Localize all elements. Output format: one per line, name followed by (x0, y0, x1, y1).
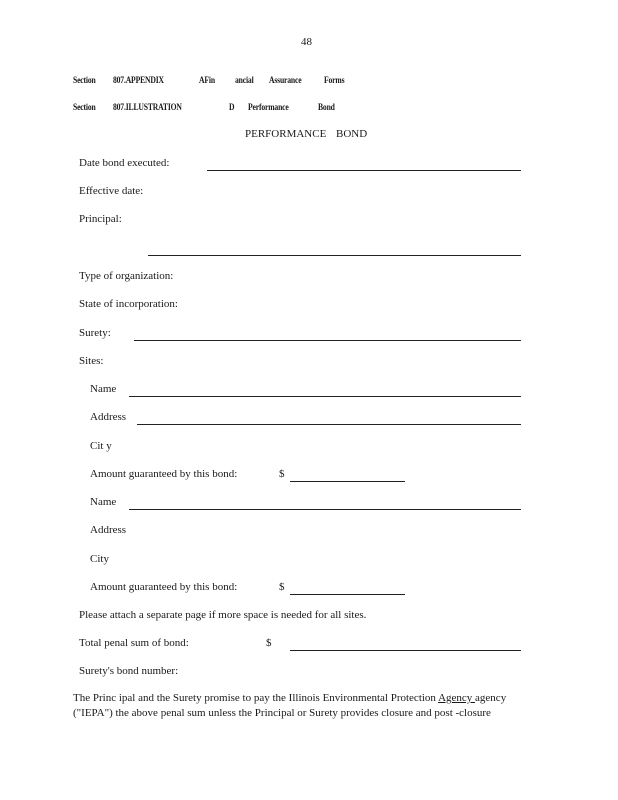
total-penal-sum-label: Total penal sum of bond: (79, 637, 189, 649)
site2-currency-symbol: $ (279, 581, 285, 593)
site1-name-label: Name (90, 383, 117, 395)
closing-text: agency (475, 692, 507, 704)
closing-paragraph-line1 (73, 691, 533, 706)
sureties-bond-number-label: Surety's bond number: (79, 665, 179, 677)
page-number: 48 (301, 36, 312, 48)
surety-label: Surety: (79, 327, 111, 339)
site2-amount-field[interactable] (290, 594, 405, 595)
header-section-number: 807.ILLUSTRATION (113, 102, 182, 112)
sites-label: Sites: (79, 355, 104, 367)
site2-city-label: City (90, 553, 109, 565)
type-of-organization-label: Type of organization: (79, 270, 174, 282)
header-title-part: D (229, 102, 235, 112)
header-title-part: Forms (324, 75, 345, 85)
header-title-part: AFin (199, 75, 215, 85)
principal-label: Principal: (79, 213, 122, 225)
site1-currency-symbol: $ (279, 468, 285, 480)
header-section-label: Section (73, 102, 96, 112)
principal-field[interactable] (148, 255, 521, 256)
site2-address-label: Address (90, 524, 127, 536)
site1-amount-label: Amount guaranteed by this bond: (90, 468, 238, 480)
closing-paragraph-line2: ("IEPA") the above penal sum unless the Principal or Surety provides closure and post -closure (73, 707, 491, 719)
surety-field[interactable] (134, 340, 521, 341)
header-section-label: Section (73, 75, 96, 85)
site2-name-label: Name (90, 496, 117, 508)
site2-name-field[interactable] (129, 509, 521, 510)
agency-underlined-text: Agency (438, 692, 476, 704)
site1-amount-field[interactable] (290, 481, 405, 482)
header-section-number: 807.APPENDIX (113, 75, 164, 85)
form-title-word: PERFORMANCE (245, 128, 327, 140)
header-title-part: Performance (248, 102, 289, 112)
attach-page-note: Please attach a separate page if more space is needed for all sites. (79, 609, 367, 621)
closing-text: The Princ ipal and the Surety promise to pay the Illinois Environmental Protection (73, 692, 439, 704)
site1-address-field[interactable] (137, 424, 521, 425)
site1-address-label: Address (90, 411, 127, 423)
total-currency-symbol: $ (266, 637, 272, 649)
header-title-part: Assurance (269, 75, 302, 85)
header-title-part: Bond (318, 102, 335, 112)
header-title-part: ancial (235, 75, 254, 85)
effective-date-label: Effective date: (79, 185, 144, 197)
date-bond-executed-label: Date bond executed: (79, 157, 170, 169)
state-of-incorporation-label: State of incorporation: (79, 298, 178, 310)
site1-name-field[interactable] (129, 396, 521, 397)
site1-city-label: Cit y (90, 440, 112, 452)
total-penal-sum-field[interactable] (290, 650, 521, 651)
date-bond-executed-field[interactable] (207, 170, 521, 171)
site2-amount-label: Amount guaranteed by this bond: (90, 581, 238, 593)
form-title-word: BOND (336, 128, 368, 140)
